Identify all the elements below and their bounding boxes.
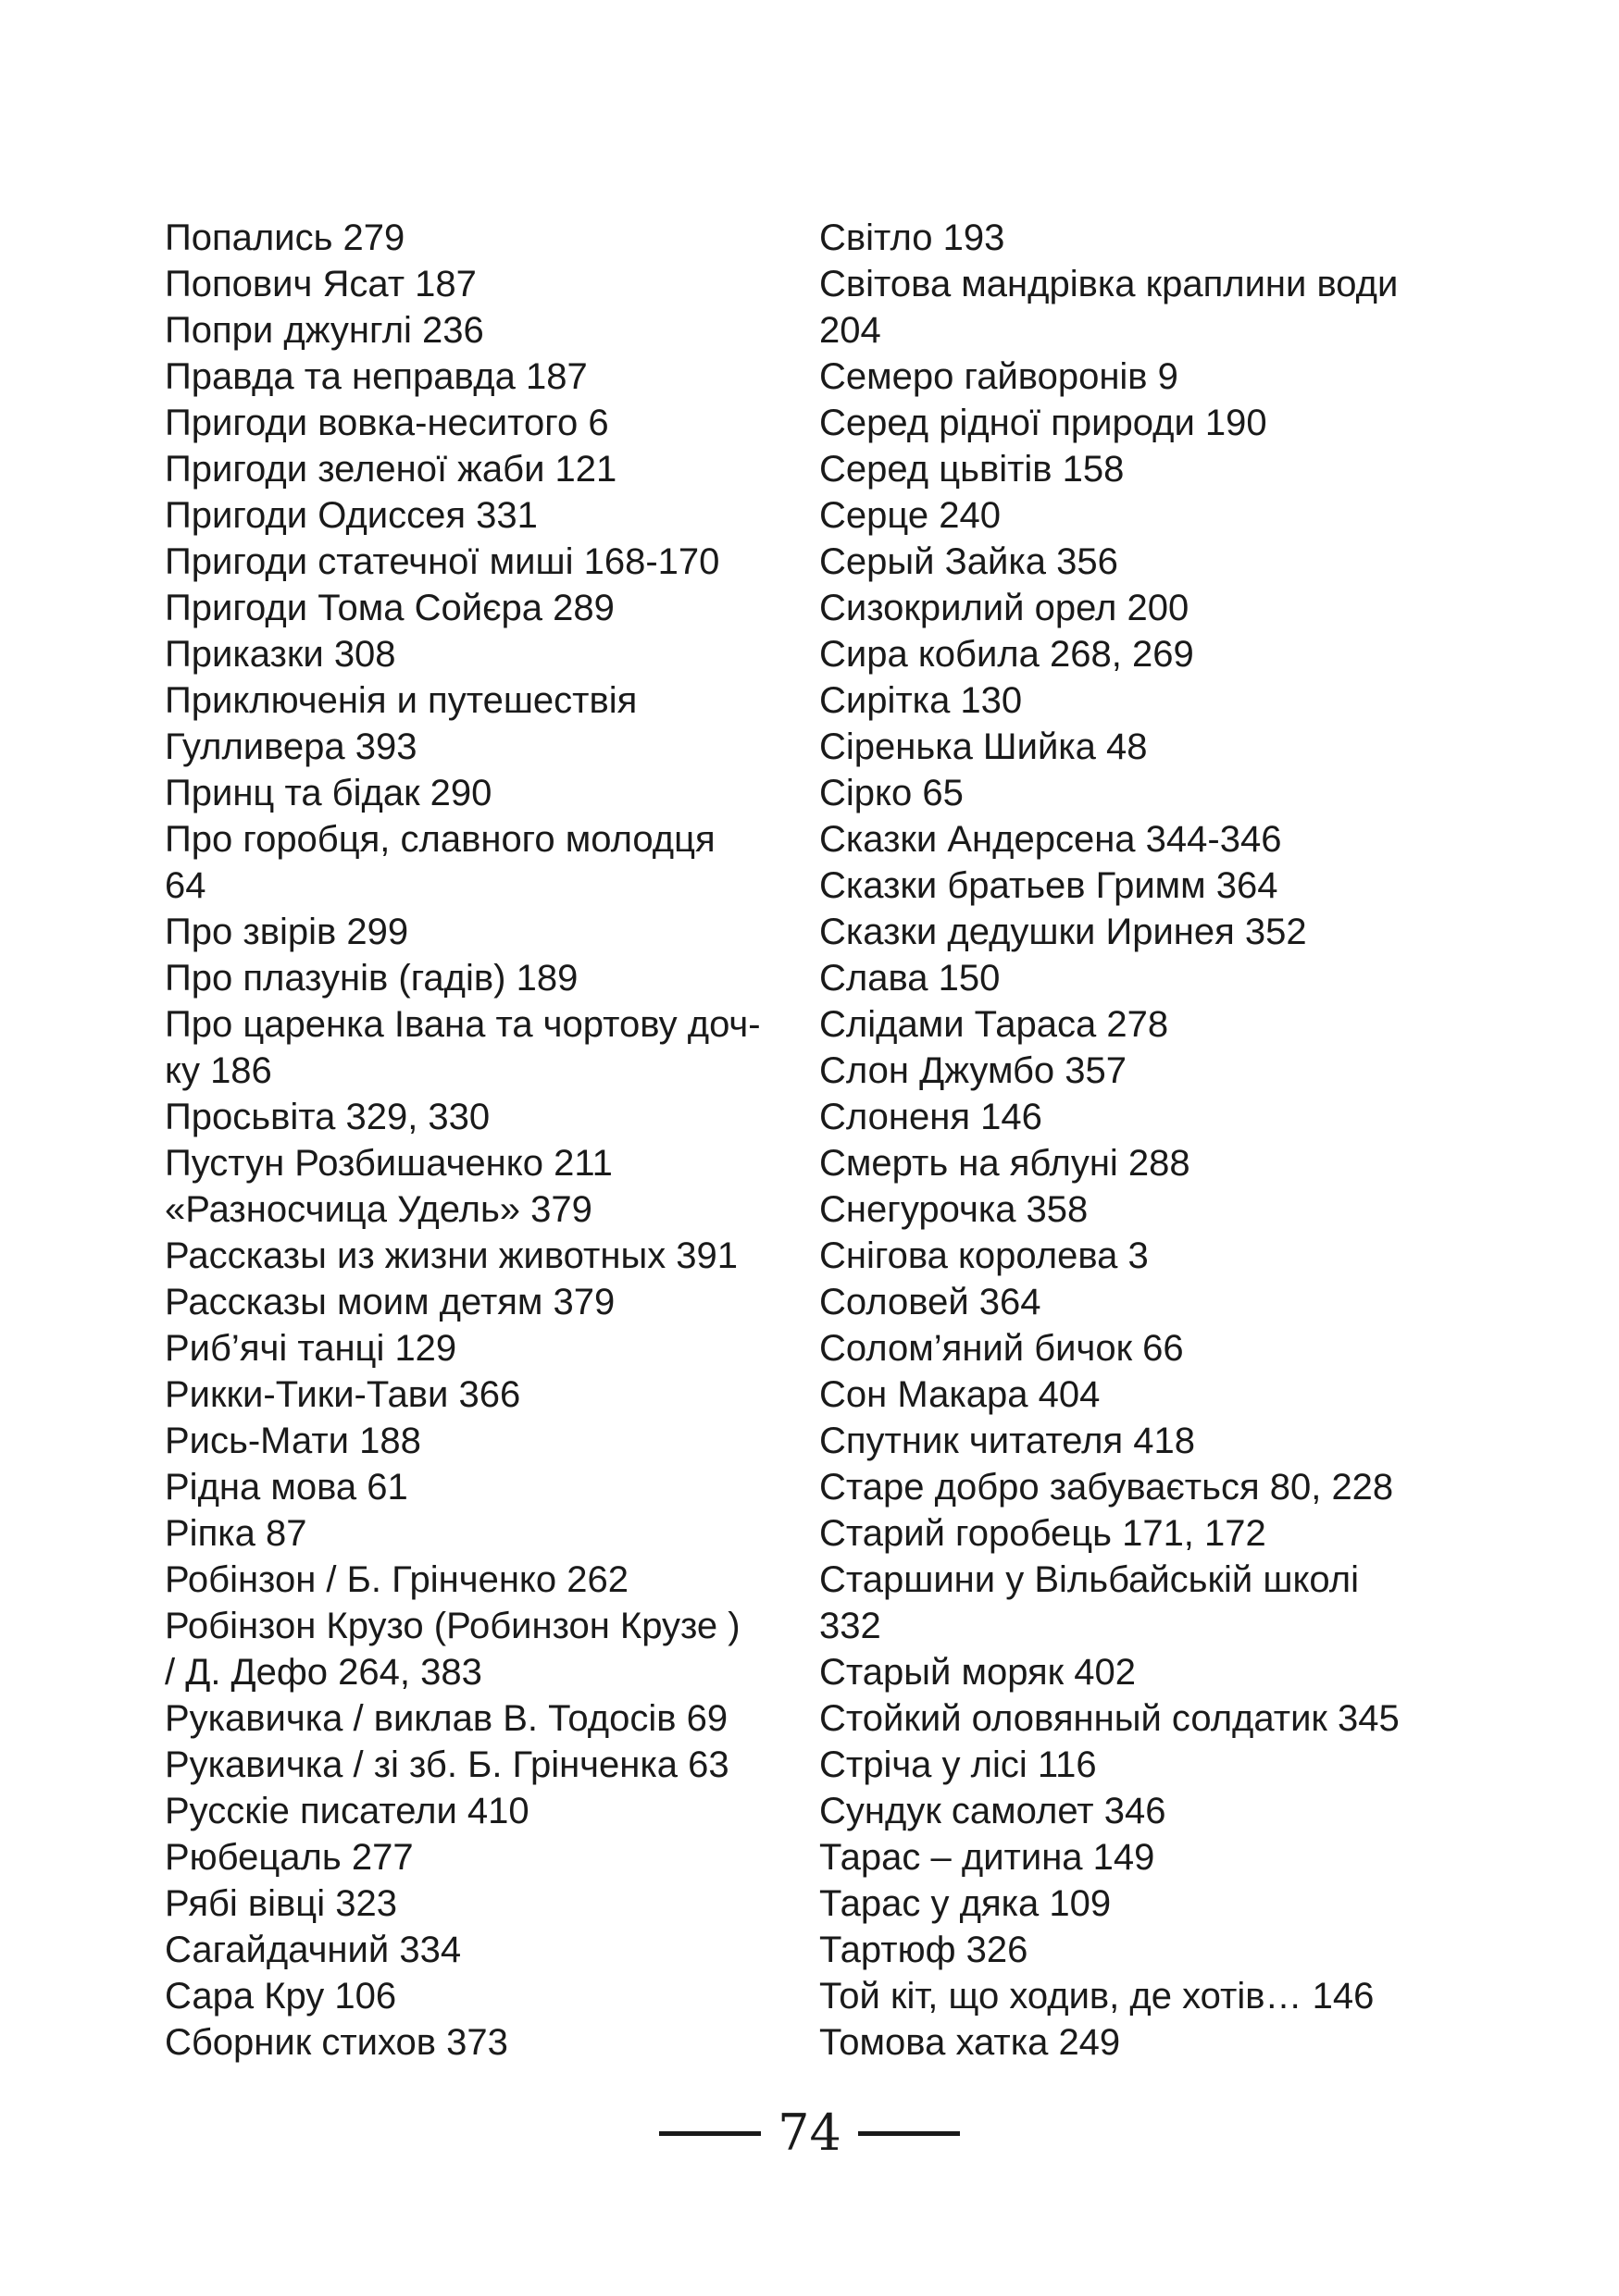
index-entry: Серед цьвітів 158	[819, 449, 1125, 490]
index-entry: Томова хатка 249	[819, 2022, 1121, 2063]
index-entry: Стойкий оловянный солдатик 345	[819, 1698, 1400, 1739]
index-entry: Ріпка 87	[165, 1513, 307, 1554]
index-entry: Попри джунглі 236	[165, 310, 484, 351]
index-entry: Снегурочка 358	[819, 1189, 1089, 1230]
index-entry: Старий горобець 171, 172	[819, 1513, 1266, 1554]
index-entry: Сизокрилий орел 200	[819, 588, 1189, 628]
index-entry: Пригоди статечної миші 168-170	[165, 541, 720, 582]
index-entry: Соловей 364	[819, 1282, 1041, 1322]
index-entry: 64	[165, 865, 206, 906]
index-entry: Сказки дедушки Иринея 352	[819, 912, 1307, 952]
index-entry: 332	[819, 1606, 881, 1646]
index-entry: Приключенія и путешествія	[165, 680, 638, 721]
index-entry: Світло 193	[819, 217, 1005, 258]
index-entry: Тарас – дитина 149	[819, 1837, 1155, 1878]
index-entry: Сундук самолет 346	[819, 1791, 1166, 1831]
index-entry: Робінзон / Б. Грінченко 262	[165, 1559, 629, 1600]
index-entry: Риб’ячі танці 129	[165, 1328, 457, 1369]
index-entry: Снігова королева 3	[819, 1235, 1149, 1276]
index-entry: Смерть на яблуні 288	[819, 1143, 1190, 1184]
index-entry: Сірко 65	[819, 773, 964, 813]
index-entry: Сагайдачний 334	[165, 1930, 462, 1970]
index-entry: Рикки-Тики-Тави 366	[165, 1374, 521, 1415]
index-column-right	[819, 215, 1486, 2066]
index-entry: Слон Джумбо 357	[819, 1050, 1127, 1091]
index-entry: Спутник читателя 418	[819, 1421, 1195, 1461]
index-entry: Серый Зайка 356	[819, 541, 1118, 582]
page-footer	[0, 2101, 1619, 2166]
index-entry: Тартюф 326	[819, 1930, 1028, 1970]
index-entry: Рассказы из жизни животных 391	[165, 1235, 739, 1276]
index-entry: Світова мандрівка краплини води	[819, 264, 1399, 304]
index-entry: Сіренька Шийка 48	[819, 726, 1148, 767]
index-entry: Сказки братьев Гримм 364	[819, 865, 1278, 906]
index-entry: Приказки 308	[165, 634, 396, 675]
index-entry: Той кіт, що ходив, де хотів… 146	[819, 1976, 1375, 2017]
index-entry: Пригоди Тома Сойєра 289	[165, 588, 615, 628]
index-entry: Стріча у лісі 116	[819, 1744, 1097, 1785]
index-entry: Серед рідної природи 190	[819, 403, 1267, 443]
index-entry: Сон Макара 404	[819, 1374, 1101, 1415]
index-entry: Про горобця, славного молодця	[165, 819, 716, 860]
index-entry: Русскіе писатели 410	[165, 1791, 529, 1831]
page-number: 74	[778, 2104, 841, 2162]
index-entry: / Д. Дефо 264, 383	[165, 1652, 482, 1693]
index-entry: Про звірів 299	[165, 912, 409, 952]
index-entry: Старшини у Вільбайській школі	[819, 1559, 1359, 1600]
index-entry: Пригоди вовка-неситого 6	[165, 403, 609, 443]
index-entry: Слоненя 146	[819, 1097, 1042, 1137]
index-entry: Сара Кру 106	[165, 1976, 397, 2017]
index-entry: Гулливера 393	[165, 726, 417, 767]
index-entry: Рись-Мати 188	[165, 1421, 421, 1461]
index-column-left	[165, 215, 813, 2066]
index-entry: Правда та неправда 187	[165, 356, 588, 397]
index-entry: Старе добро забувається 80, 228	[819, 1467, 1394, 1508]
footer-rule-right	[858, 2131, 960, 2136]
index-entry: Рукавичка / виклав В. Тодосів 69	[165, 1698, 729, 1739]
index-entry: Сирітка 130	[819, 680, 1023, 721]
index-entry: Робінзон Крузо (Робинзон Крузе )	[165, 1606, 741, 1646]
index-entry: Принц та бідак 290	[165, 773, 492, 813]
index-entry: Пригоди Одиссея 331	[165, 495, 538, 536]
index-entry: Тарас у дяка 109	[819, 1883, 1112, 1924]
index-entry: Попович Ясат 187	[165, 264, 477, 304]
index-entry: Просьвіта 329, 330	[165, 1097, 491, 1137]
index-entry: Сказки Андерсена 344-346	[819, 819, 1282, 860]
index-entry: Пригоди зеленої жаби 121	[165, 449, 617, 490]
index-entry: 204	[819, 310, 881, 351]
footer-rule-left	[659, 2131, 761, 2136]
index-entry: Про царенка Івана та чортову доч-	[165, 1004, 761, 1045]
index-entry: Сира кобила 268, 269	[819, 634, 1194, 675]
index-entry: Рідна мова 61	[165, 1467, 408, 1508]
index-entry: Слава 150	[819, 958, 1001, 999]
index-entry: ку 186	[165, 1050, 272, 1091]
index-entry: Старый моряк 402	[819, 1652, 1137, 1693]
index-entry: Рюбецаль 277	[165, 1837, 414, 1878]
index-entry: Попались 279	[165, 217, 405, 258]
index-entry: Рябі вівці 323	[165, 1883, 397, 1924]
index-entry: Слідами Тараса 278	[819, 1004, 1169, 1045]
index-entry: «Разносчица Удель» 379	[165, 1189, 592, 1230]
index-entry: Рассказы моим детям 379	[165, 1282, 616, 1322]
index-entry: Сборник стихов 373	[165, 2022, 508, 2063]
index-entry: Про плазунів (гадів) 189	[165, 958, 579, 999]
index-entry: Рукавичка / зі зб. Б. Грінченка 63	[165, 1744, 729, 1785]
index-entry: Семеро гайворонів 9	[819, 356, 1178, 397]
index-entry: Серце 240	[819, 495, 1001, 536]
index-entry: Пустун Розбишаченко 211	[165, 1143, 613, 1184]
index-entry: Солом’яний бичок 66	[819, 1328, 1184, 1369]
